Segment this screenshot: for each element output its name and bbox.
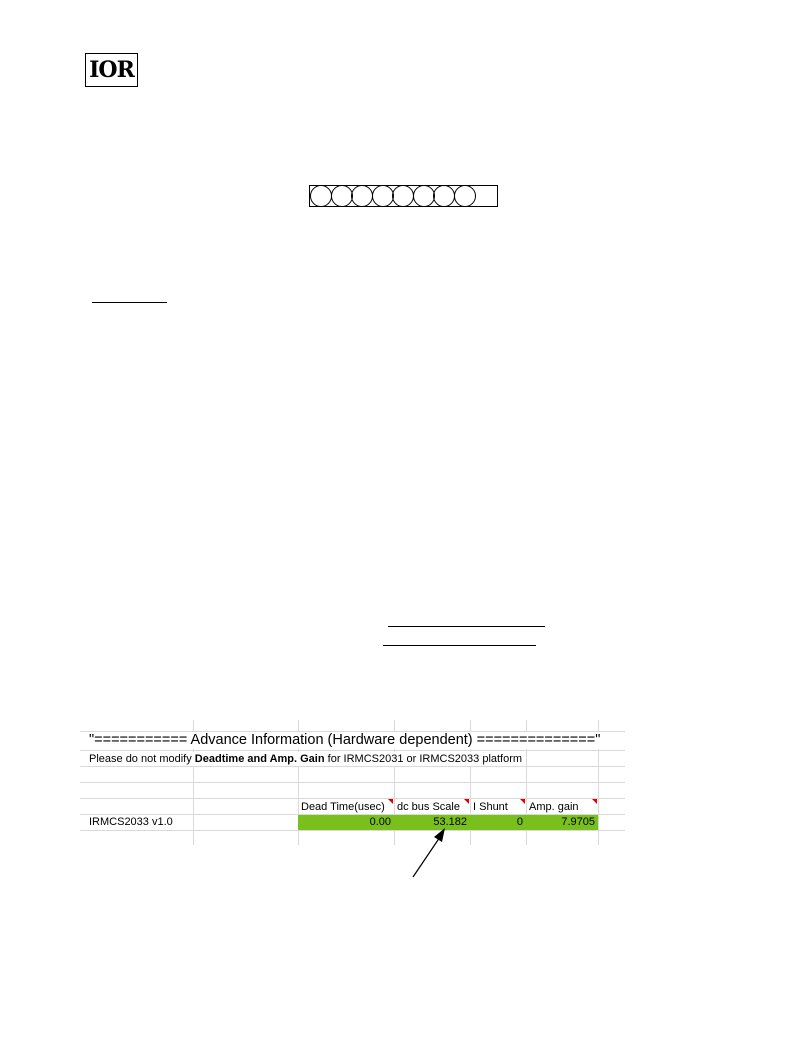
value-i-shunt: 0	[516, 816, 523, 828]
short-rule	[92, 302, 167, 303]
circle-shape	[331, 185, 353, 207]
header-dc-bus-scale: dc bus Scale	[397, 801, 460, 813]
grid-line	[80, 766, 625, 767]
circle-strip-figure	[309, 185, 498, 207]
circle-shape	[413, 185, 435, 207]
circle-shape	[392, 185, 414, 207]
circle-shape	[454, 185, 476, 207]
value-dead-time: 0.00	[369, 816, 391, 828]
company-logo	[85, 53, 138, 87]
note-bold: Deadtime and Amp. Gain	[194, 753, 325, 765]
underline-rule-2	[383, 645, 536, 646]
comment-marker	[520, 799, 525, 804]
circle-shape	[351, 185, 373, 207]
comment-marker	[592, 799, 597, 804]
circle-shape	[310, 185, 332, 207]
underline-rule-1	[388, 626, 545, 627]
note-suffix: for IRMCS2031 or IRMCS2033 platform	[324, 753, 523, 765]
pointer-arrow	[410, 825, 450, 880]
sheet-title: "=========== Advance Information (Hardware dependent) =============="	[89, 732, 604, 749]
header-amp-gain: Amp. gain	[529, 801, 579, 813]
value-dc-bus-scale: 53.182	[433, 816, 467, 828]
spreadsheet-snippet	[80, 720, 625, 845]
grid-line	[80, 830, 625, 831]
comment-marker	[464, 799, 469, 804]
comment-marker	[388, 799, 393, 804]
sheet-note	[89, 752, 526, 766]
note-prefix: Please do not modify	[89, 753, 195, 765]
header-i-shunt: I Shunt	[473, 801, 508, 813]
header-dead-time: Dead Time(usec)	[301, 801, 385, 813]
circle-shape	[372, 185, 394, 207]
row-label: IRMCS2033 v1.0	[89, 816, 173, 828]
grid-line	[80, 750, 625, 751]
logo-text: IOR	[89, 57, 134, 83]
grid-line	[80, 798, 625, 799]
value-amp-gain: 7.9705	[561, 816, 595, 828]
grid-line	[80, 782, 625, 783]
circle-shape	[433, 185, 455, 207]
